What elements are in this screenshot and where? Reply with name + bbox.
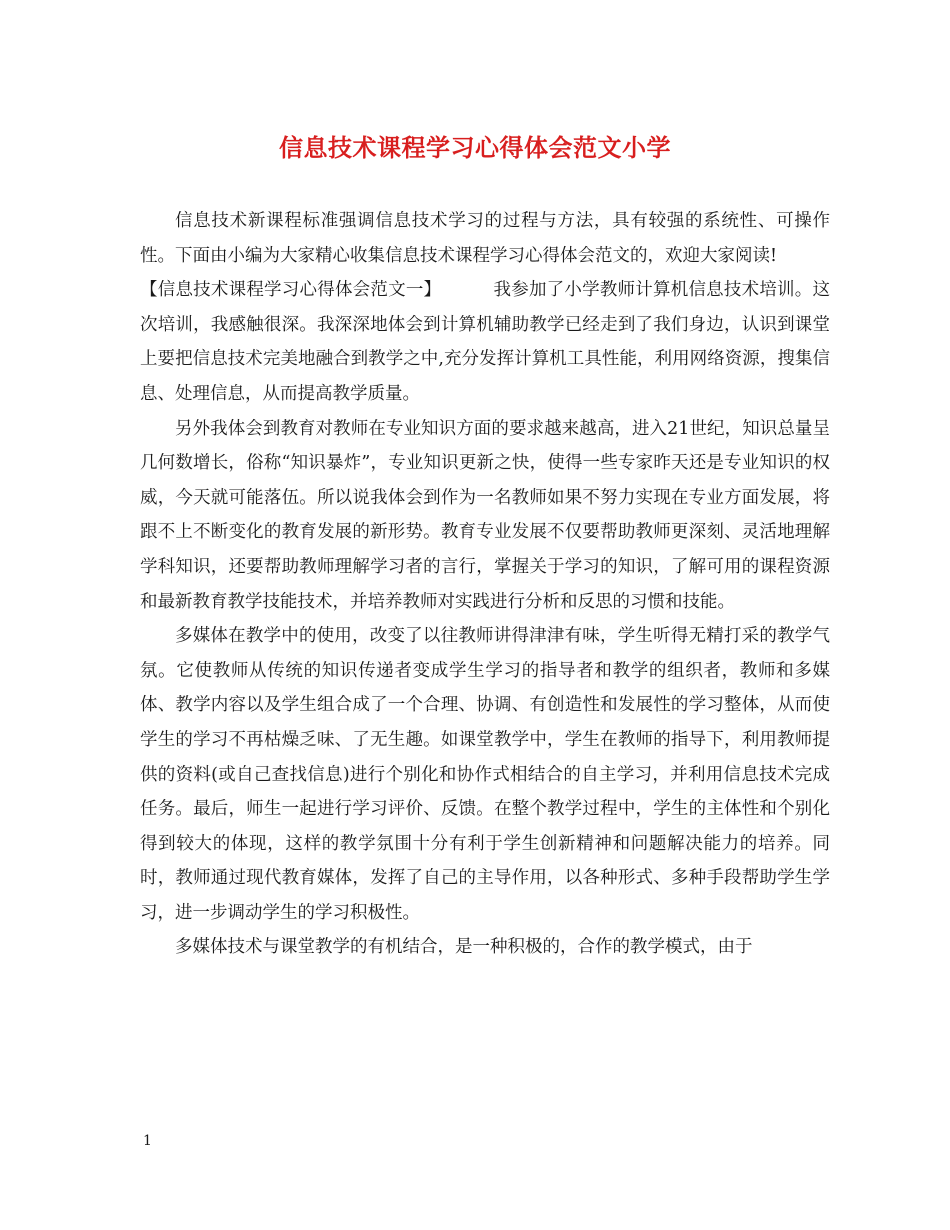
document-title: 信息技术课程学习心得体会范文小学 xyxy=(279,133,671,162)
body-paragraph-1: 另外我体会到教育对教师在专业知识方面的要求越来越高，进入21世纪，知识总量呈几何数增长，俗称“知识暴炸”，专业知识更新之快，使得一些专家昨天还是专业知识的权威，今天就可能落伍。所以说我体会到作为一名教师如果不努力实现在专业方面发展，将跟不上不断变化的教育发展的新形势。教育专业发展不仅要帮助教师更深刻、灵活地理解学科知识，还要帮助教师理解学习者的言行，掌握关于学习的知识，了解可用的课程资源和最新教育教学技能技术，并培养教师对实践进行分析和反思的习惯和技能。 xyxy=(140,418,830,612)
document-body xyxy=(140,204,830,965)
intro-paragraph: 信息技术新课程标准强调信息技术学习的过程与方法，具有较强的系统性、可操作性。下面由小编为大家精心收集信息技术课程学习心得体会范文的，欢迎大家阅读! xyxy=(140,211,830,266)
page-number: 1 xyxy=(143,1133,152,1149)
body-paragraph-2: 多媒体在教学中的使用，改变了以往教师讲得津津有味，学生听得无精打采的教学气氛。它使教师从传统的知识传递者变成学生学习的指导者和教学的组织者，教师和多媒体、教学内容以及学生组合成了一个合理、协调、有创造性和发展性的学习整体，从而使学生的学习不再枯燥乏味、了无生趣。如课堂教学中，学生在教师的指导下，利用教师提供的资料(或自己查找信息)进行个别化和协作式相结合的自主学习，并利用信息技术完成任务。最后，师生一起进行学习评价、反馈。在整个教学过程中，学生的主体性和个别化得到较大的体现，这样的教学氛围十分有利于学生创新精神和问题解决能力的培养。同时，教师通过现代教育媒体，发挥了自己的主导作用，以各种形式、多种手段帮助学生学习，进一步调动学生的学习积极性。 xyxy=(140,626,830,923)
section-first-paragraph: 我参加了小学教师计算机信息技术培训。这次培训，我感触很深。我深深地体会到计算机辅助教学已经走到了我们身边，认识到课堂上要把信息技术完美地融合到教学之中,充分发挥计算机工具性能，利用网络资源，搜集信息、处理信息，从而提高教学质量。 xyxy=(140,280,831,404)
section-heading: 【信息技术课程学习心得体会范文一】 xyxy=(140,280,442,301)
section-paragraph xyxy=(140,273,830,411)
body-paragraph-3: 多媒体技术与课堂教学的有机结合，是一种积极的，合作的教学模式，由于 xyxy=(175,937,753,958)
